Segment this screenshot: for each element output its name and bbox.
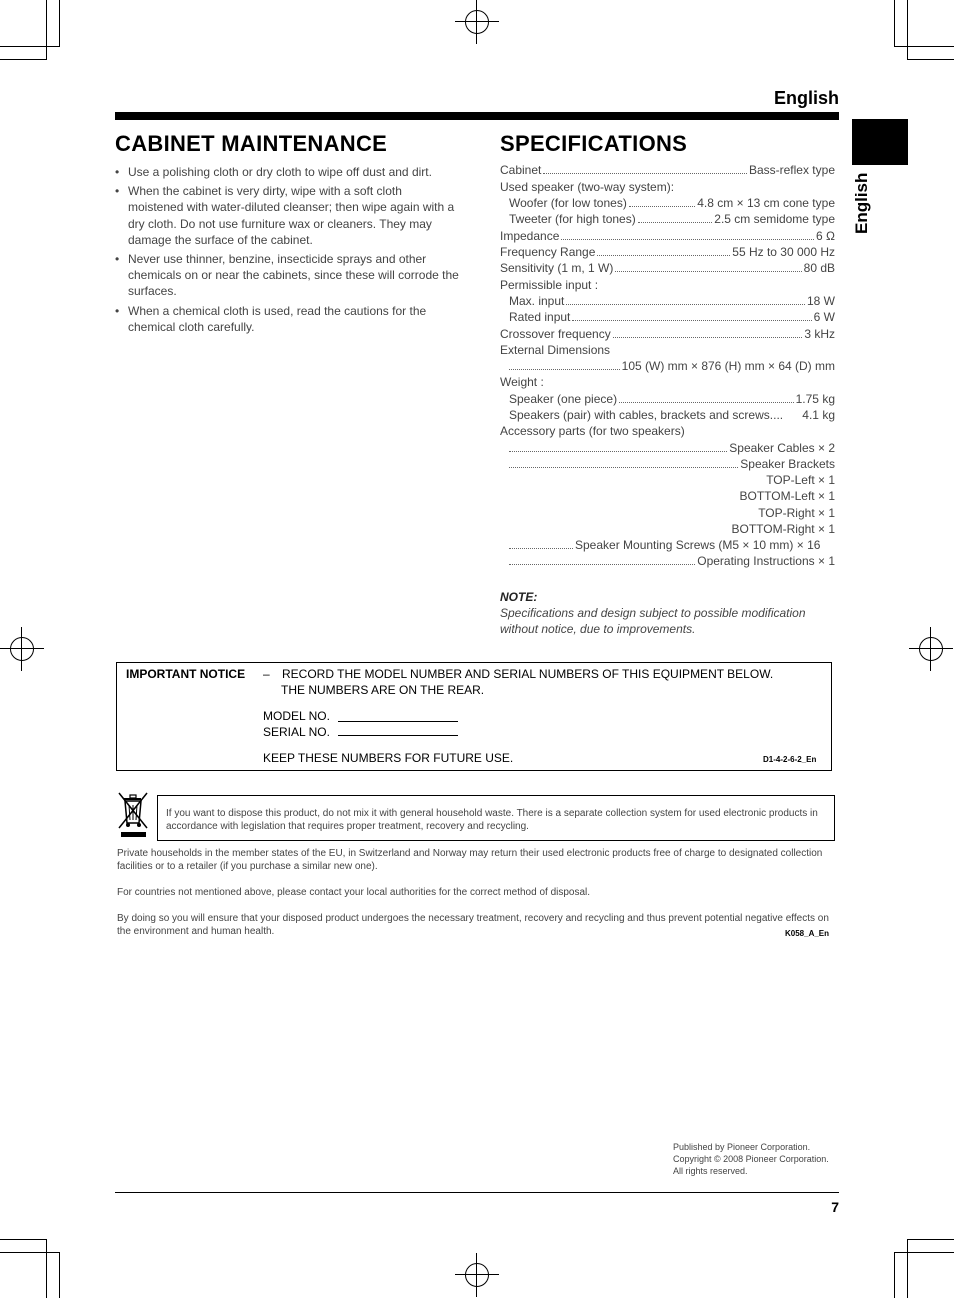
spec-screws xyxy=(500,537,835,553)
spec-frequency xyxy=(500,244,835,260)
crossed-out-wheelie-bin-icon xyxy=(115,790,151,838)
disposal-paragraph-3: By doing so you will ensure that your disposed product undergoes the necessary treatment, recovery and recycling and thus prevent potential negative effects on the environment and human health. xyxy=(117,913,829,937)
spec-tweeter xyxy=(500,211,835,227)
spec-rated-input xyxy=(500,309,835,325)
serial-no-label: SERIAL NO. xyxy=(263,725,330,739)
spec-crossover xyxy=(500,326,835,342)
spec-value: Operating Instructions × 1 xyxy=(697,554,835,568)
publisher-info xyxy=(673,1141,829,1177)
spec-value: 2.5 cm semidome type xyxy=(714,212,835,226)
notice-line-2: THE NUMBERS ARE ON THE REAR. xyxy=(281,683,485,697)
spec-value: Speaker Mounting Screws (M5 × 10 mm) × 16 xyxy=(575,538,821,552)
spec-value: 3 kHz xyxy=(804,327,835,341)
spec-label: Tweeter (for high tones) xyxy=(509,212,636,226)
spec-top-right: TOP-Right × 1 xyxy=(758,506,835,520)
copyright: Copyright © 2008 Pioneer Corporation. xyxy=(673,1154,829,1164)
spec-value: 4.1 kg xyxy=(802,408,835,422)
note-body: Specifications and design subject to possible modification without notice, due to improvements. xyxy=(500,606,806,636)
spec-bottom-left: BOTTOM-Left × 1 xyxy=(739,489,835,503)
all-rights: All rights reserved. xyxy=(673,1166,748,1176)
spec-label: Crossover frequency xyxy=(500,327,611,341)
page-number: 7 xyxy=(831,1199,839,1215)
header-rule xyxy=(115,112,839,120)
important-notice-box xyxy=(116,662,832,771)
spec-value: Speaker Brackets xyxy=(740,457,835,471)
spec-speaker-one xyxy=(500,391,835,407)
spec-value: 6 W xyxy=(813,310,835,324)
spec-value: Bass-reflex type xyxy=(748,163,835,177)
spec-max-input xyxy=(500,293,835,309)
registration-mark-top xyxy=(455,0,499,44)
model-no-label: MODEL NO. xyxy=(263,709,330,723)
spec-brackets xyxy=(500,456,835,472)
list-item: • When a chemical cloth is used, read the cautions for the chemical cloth carefully. xyxy=(115,303,460,335)
spec-permissible: Permissible input : xyxy=(500,278,599,292)
footer-rule xyxy=(115,1192,839,1193)
model-no-line xyxy=(338,721,458,722)
language-side-tab-label: English xyxy=(852,172,871,234)
disposal-code: K058_A_En xyxy=(785,929,830,938)
spec-dimensions xyxy=(500,358,835,374)
list-item: • Never use thinner, benzine, insecticide sprays and other chemicals on or near the cabinets, since these will corrode the surfaces. xyxy=(115,251,460,300)
registration-mark-right xyxy=(909,627,953,671)
serial-no-line xyxy=(338,735,458,736)
note-title: NOTE: xyxy=(500,590,538,604)
language-side-tab xyxy=(838,172,898,232)
spec-weight-label: Weight : xyxy=(500,375,544,389)
notice-keep: KEEP THESE NUMBERS FOR FUTURE USE. xyxy=(263,751,514,765)
spec-label: Speaker (one piece) xyxy=(509,392,618,406)
spec-value: 105 (W) mm × 876 (H) mm × 64 (D) mm xyxy=(621,359,835,373)
spec-value: 55 Hz to 30 000 Hz xyxy=(732,245,835,259)
spec-value: 6 Ω xyxy=(816,229,835,243)
spec-label: Frequency Range xyxy=(500,245,596,259)
spec-label: Sensitivity (1 m, 1 W) xyxy=(500,261,614,275)
cabinet-maintenance-list xyxy=(115,164,460,338)
spec-top-left: TOP-Left × 1 xyxy=(766,473,835,487)
spec-value: 4.8 cm × 13 cm cone type xyxy=(697,196,835,210)
spec-label: Rated input xyxy=(509,310,571,324)
spec-label: Woofer (for low tones) xyxy=(509,196,627,210)
disposal-paragraph-1: Private households in the member states of the EU, in Switzerland and Norway may return their used electronic products free of charge to designated collection facilities or to a retailer (if you purchase a similar new one). xyxy=(117,848,823,872)
spec-used-speaker: Used speaker (two-way system): xyxy=(500,180,675,194)
notice-code: D1-4-2-6-2_En xyxy=(763,755,817,764)
language-header: English xyxy=(773,88,839,108)
spec-label: Max. input xyxy=(509,294,565,308)
specifications-title: SPECIFICATIONS xyxy=(500,131,688,156)
spec-value: Speaker Cables × 2 xyxy=(729,441,835,455)
spec-value: 80 dB xyxy=(803,261,835,275)
registration-mark-left xyxy=(0,627,44,671)
disposal-paragraph-2: For countries not mentioned above, please contact your local authorities for the correct method of disposal. xyxy=(117,887,591,898)
spec-bottom-right: BOTTOM-Right × 1 xyxy=(731,522,835,536)
spec-speakers-pair xyxy=(500,407,835,423)
disposal-box xyxy=(157,795,835,841)
list-item: • Use a polishing cloth or dry cloth to wipe off dust and dirt. xyxy=(115,164,460,180)
spec-cabinet xyxy=(500,162,835,178)
spec-label: Speakers (pair) with cables, brackets and screws.... xyxy=(509,408,784,422)
spec-label: Cabinet xyxy=(500,163,542,177)
spec-value: 18 W xyxy=(806,294,835,308)
spec-instructions xyxy=(500,553,835,569)
cabinet-maintenance-title: CABINET MAINTENANCE xyxy=(115,131,388,156)
spec-label: Impedance xyxy=(500,229,560,243)
list-item: • When the cabinet is very dirty, wipe with a soft cloth moistened with water-diluted cleanser; then wipe again with a dry cloth. Do not use furniture wax or cleaners. They may damage the surface of the cabinet. xyxy=(115,183,460,248)
spec-woofer xyxy=(500,195,835,211)
spec-impedance xyxy=(500,228,835,244)
spec-cables xyxy=(500,440,835,456)
language-tab-block xyxy=(852,119,908,165)
notice-line-1: RECORD THE MODEL NUMBER AND SERIAL NUMBERS OF THIS EQUIPMENT BELOW. xyxy=(282,667,774,681)
published-by: Published by Pioneer Corporation. xyxy=(673,1142,811,1152)
notice-dash: – xyxy=(263,667,270,681)
registration-mark-bottom xyxy=(455,1253,499,1297)
spec-accessory-label: Accessory parts (for two speakers) xyxy=(500,424,685,438)
spec-value: 1.75 kg xyxy=(795,392,835,406)
disposal-box-text: If you want to dispose this product, do not mix it with general household waste. There is a separate collection system for used electronic products in accordance with legislation that requires proper treatment, recovery and recycling. xyxy=(166,808,818,832)
spec-dimensions-label: External Dimensions xyxy=(500,343,611,357)
important-notice-title: IMPORTANT NOTICE xyxy=(126,667,246,681)
spec-sensitivity xyxy=(500,260,835,276)
